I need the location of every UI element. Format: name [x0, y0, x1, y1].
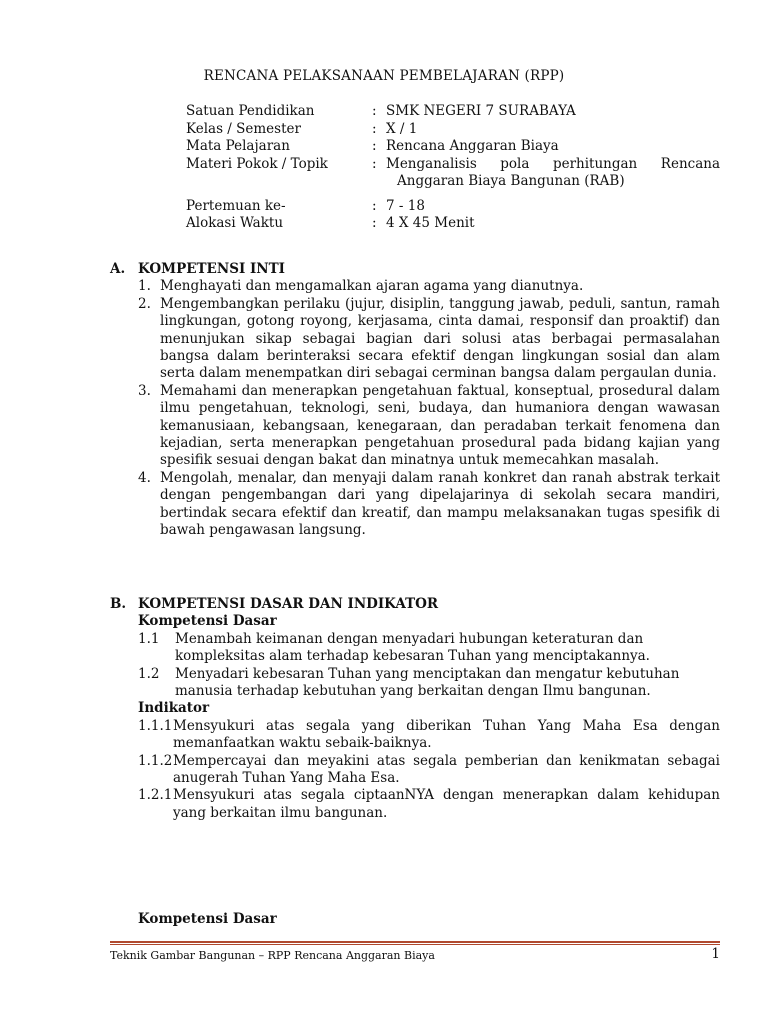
- next-section-heading: [110, 911, 720, 928]
- section-kompetensi-inti: [110, 261, 720, 540]
- section-kompetensi-dasar: [110, 596, 720, 822]
- kd-text: Menambah keimanan dengan menyadari hubungan keteraturan dan kompleksitas alam terhadap kebesaran Tuhan yang menciptakannya.: [175, 630, 650, 665]
- meta-colon: :: [372, 155, 377, 172]
- section-title: KOMPETENSI INTI: [138, 261, 285, 277]
- meta-label: Alokasi Waktu: [186, 215, 284, 231]
- kd-heading: Kompetensi Dasar: [138, 613, 277, 630]
- meta-row-alokasi: [186, 215, 720, 233]
- meta-value: SMK NEGERI 7 SURABAYA: [386, 103, 576, 119]
- meta-label: Satuan Pendidikan: [186, 103, 315, 119]
- section-heading: [110, 261, 720, 278]
- list-text: Mengolah, menalar, dan menyaji dalam ranah konkret dan ranah abstrak terkait dengan pengembangan dari yang dipelajarinya di sekolah secara mandiri, bertindak secara efektif dan kreatif, dan mampu melaksanakan tugas spesifik di bawah pengawasan langsung.: [160, 469, 720, 539]
- list-number: 1.: [138, 278, 151, 295]
- kd-heading-2: Kompetensi Dasar: [138, 911, 277, 927]
- identity-table: [186, 103, 720, 233]
- meta-label: Pertemuan ke-: [186, 197, 286, 214]
- indikator-heading: Indikator: [138, 700, 210, 717]
- meta-value: 7 - 18: [386, 197, 425, 214]
- list-number: 3.: [138, 382, 151, 399]
- list-number: 4.: [138, 469, 151, 486]
- meta-value-line2: Anggaran Biaya Bangunan (RAB): [397, 173, 625, 189]
- kd-number: 1.2: [138, 665, 160, 682]
- meta-row-pertemuan: [186, 198, 720, 216]
- indikator-item: [110, 787, 720, 822]
- list-item: [110, 383, 720, 470]
- page-number: 1: [711, 946, 720, 962]
- footer-text: Teknik Gambar Bangunan – RPP Rencana Anggaran Biaya: [110, 949, 435, 962]
- indikator-number: 1.1.1: [138, 717, 173, 734]
- meta-row-satuan: [186, 103, 720, 121]
- meta-value: X / 1: [386, 120, 418, 137]
- meta-row-kelas: [186, 121, 720, 139]
- kd-item: [110, 631, 720, 666]
- list-text: Menghayati dan mengamalkan ajaran agama yang dianutnya.: [160, 278, 584, 295]
- indikator-item: [110, 753, 720, 788]
- indikator-number: 1.1.2: [138, 752, 173, 769]
- kd-text: Menyadari kebesaran Tuhan yang menciptakan dan mengatur kebutuhan manusia terhadap kebutuhan yang berkaitan dengan Ilmu bangunan.: [175, 665, 680, 700]
- section-heading: [110, 596, 720, 613]
- list-number: 2.: [138, 295, 151, 312]
- meta-colon: :: [372, 215, 377, 231]
- indikator-text: Mensyukuri atas segala yang diberikan Tuhan Yang Maha Esa dengan memanfaatkan waktu sebaik-baiknya.: [173, 717, 720, 752]
- indikator-item: [110, 718, 720, 753]
- meta-colon: :: [372, 120, 377, 137]
- kd-number: 1.1: [138, 630, 160, 647]
- meta-colon: :: [372, 197, 377, 214]
- meta-row-mapel: [186, 138, 720, 156]
- meta-value: Rencana Anggaran Biaya: [386, 138, 559, 154]
- meta-label: Materi Pokok / Topik: [186, 155, 328, 172]
- meta-label: Mata Pelajaran: [186, 138, 290, 154]
- footer-divider-thin: [110, 944, 720, 945]
- list-item: [110, 470, 720, 540]
- document-title: RENCANA PELAKSANAAN PEMBELAJARAN (RPP): [203, 68, 565, 84]
- section-title: KOMPETENSI DASAR DAN INDIKATOR: [138, 596, 439, 612]
- list-item: [110, 296, 720, 383]
- list-item: [110, 278, 720, 295]
- indikator-text: Mempercayai dan meyakini atas segala pemberian dan kenikmatan sebagai anugerah Tuhan Yang Maha Esa.: [173, 752, 720, 787]
- indikator-text: Mensyukuri atas segala ciptaanNYA dengan menerapkan dalam kehidupan yang berkaitan ilmu bangunan.: [173, 787, 720, 821]
- ki-list: [110, 278, 720, 539]
- meta-colon: :: [372, 103, 377, 119]
- meta-value-line1: Menganalisis pola perhitungan Rencana: [386, 155, 720, 172]
- meta-label: Kelas / Semester: [186, 120, 301, 137]
- list-text: Memahami dan menerapkan pengetahuan faktual, konseptual, prosedural dalam ilmu pengetahuan, teknologi, seni, budaya, dan humaniora dengan wawasan kemanusiaan, kebangsaan, kenegaraan, dan peradaban terkait fenomena dan kejadian, serta menerapkan pengetahuan prosedural pada bidang kajian yang spesifik sesuai dengan bakat dan minatnya untuk memecahkan masalah.: [160, 382, 720, 469]
- meta-colon: :: [372, 138, 377, 154]
- meta-value: [386, 156, 720, 191]
- indikator-number: 1.2.1: [138, 787, 173, 804]
- footer-divider: [110, 941, 720, 943]
- section-letter: B.: [110, 596, 127, 612]
- meta-row-materi: [186, 156, 720, 191]
- meta-value: 4 X 45 Menit: [386, 215, 475, 231]
- section-letter: A.: [110, 261, 126, 277]
- kd-item: [110, 666, 720, 701]
- list-text: Mengembangkan perilaku (jujur, disiplin, tanggung jawab, peduli, santun, ramah lingkungan, gotong royong, kerjasama, cinta damai, responsif dan proaktif) dan menunjukan sikap sebagai bagian dari solusi atas berbagai permasalahan bangsa dalam berinteraksi secara efektif dengan lingkungan sosial dan alam serta dalam menempatkan diri sebagai cerminan bangsa dalam pergaulan dunia.: [160, 295, 720, 382]
